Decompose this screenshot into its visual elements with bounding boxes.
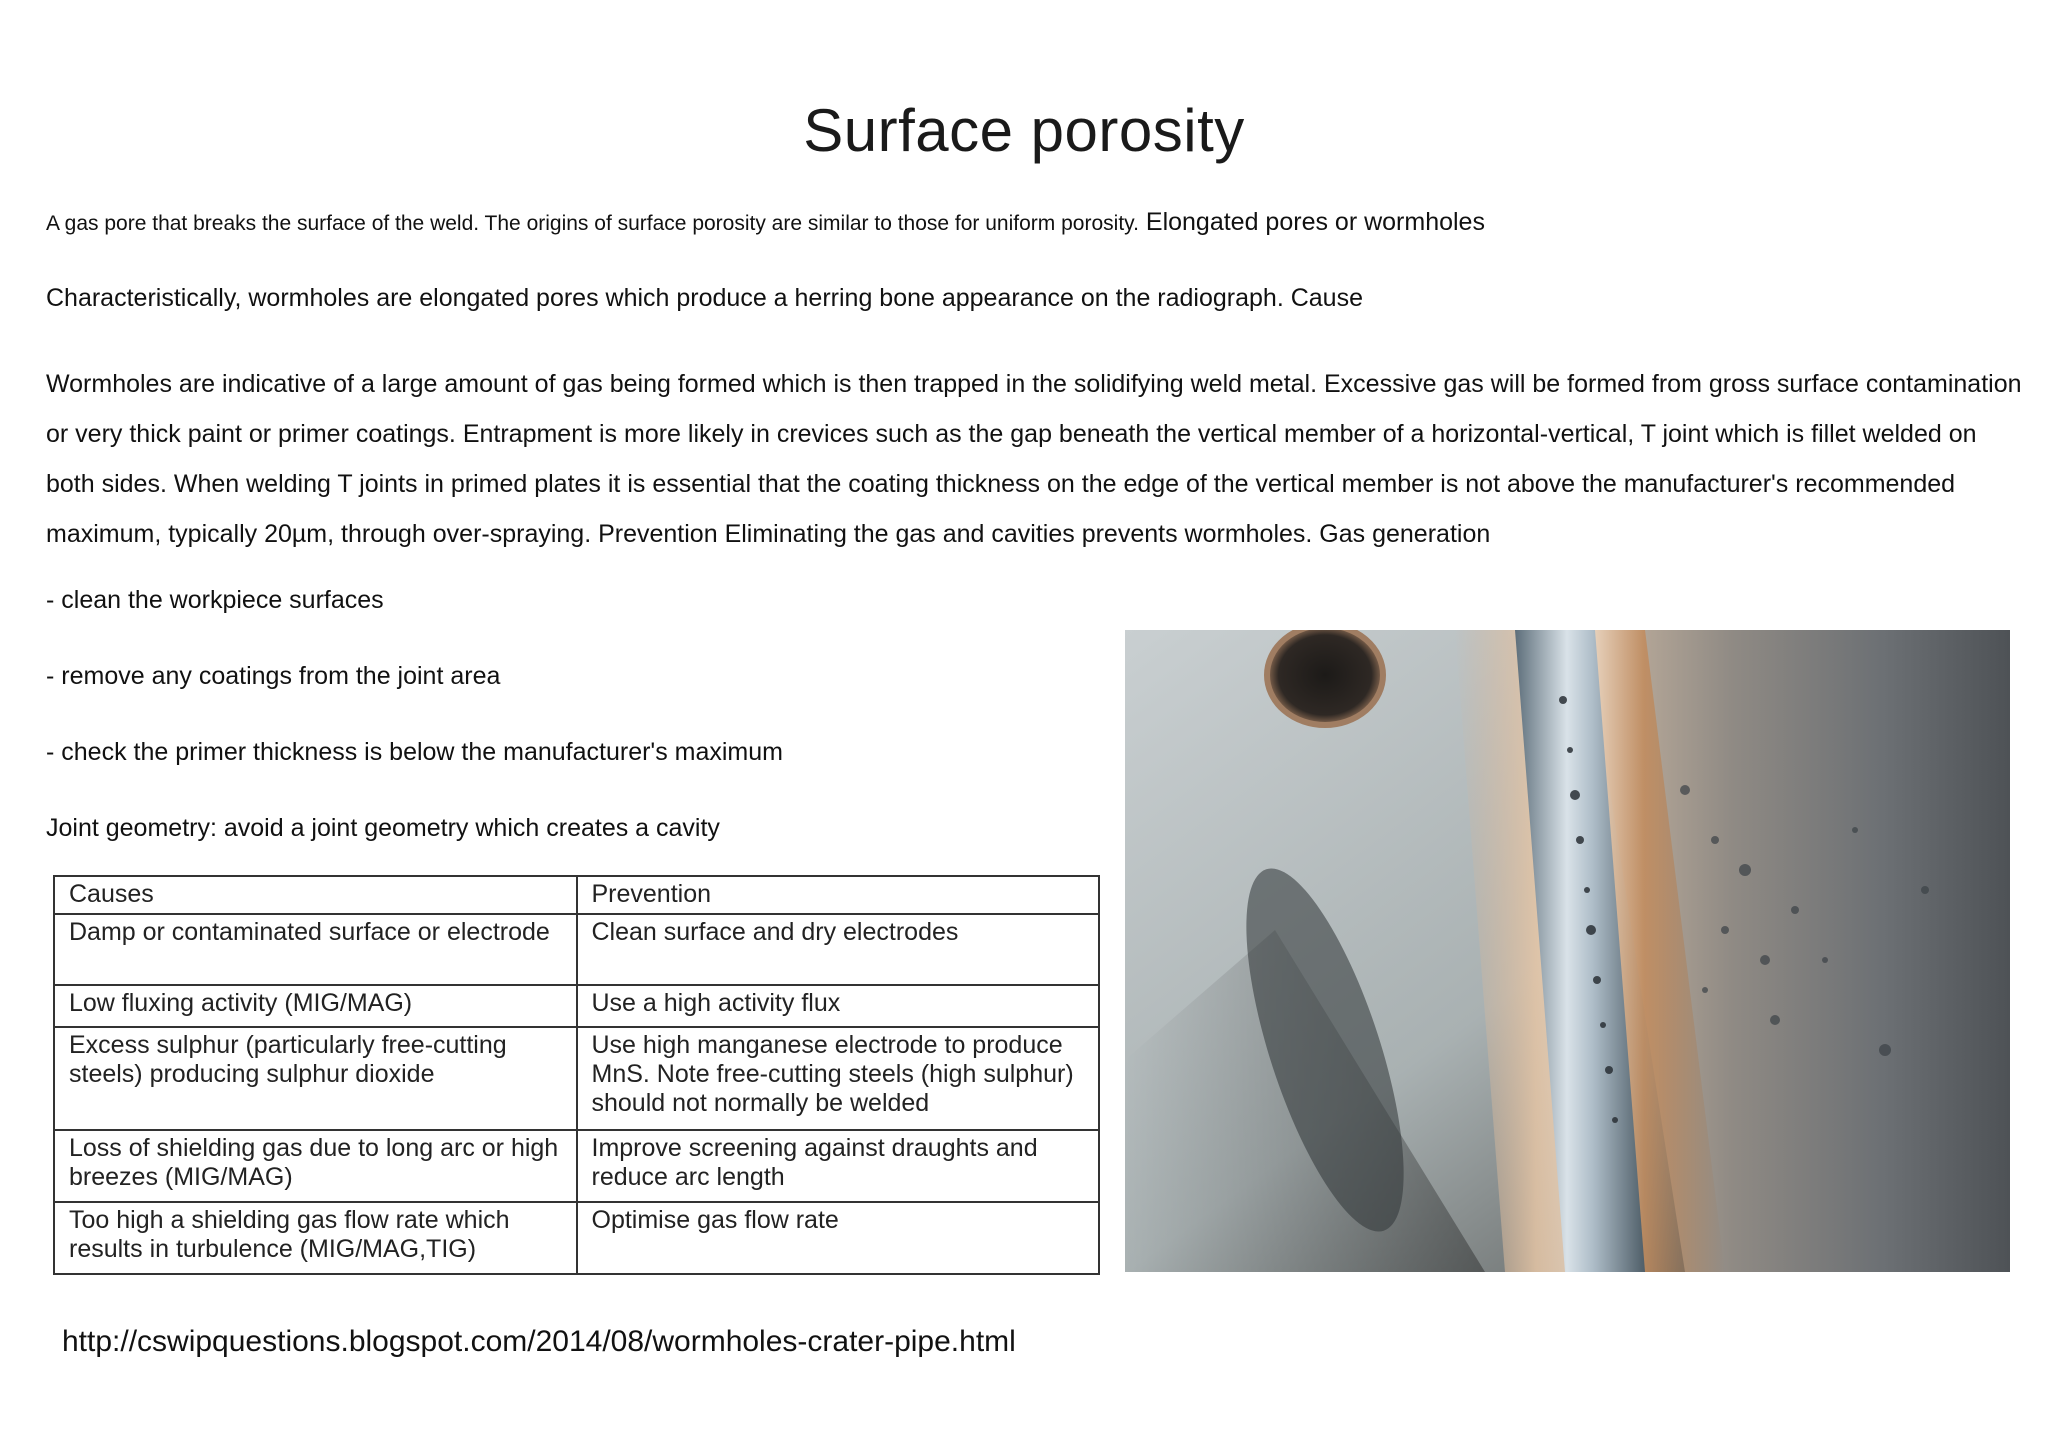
joint-geometry-note: Joint geometry: avoid a joint geometry which creates a cavity	[46, 814, 720, 842]
bullet-item: - clean the workpiece surfaces	[46, 586, 384, 614]
table-row	[54, 1202, 1099, 1274]
table-cell-cause: Loss of shielding gas due to long arc or high breezes (MIG/MAG)	[54, 1130, 577, 1202]
page-title: Surface porosity	[803, 97, 1245, 164]
table-row	[54, 1027, 1099, 1130]
weld-photo-illustration	[1125, 630, 2010, 1272]
table-row	[54, 1130, 1099, 1202]
table-header-causes: Causes	[54, 876, 577, 914]
table-cell-cause: Too high a shielding gas flow rate which results in turbulence (MIG/MAG,TIG)	[54, 1202, 577, 1274]
intro-subheading: Elongated pores or wormholes	[1145, 208, 1485, 236]
table-cell-prevention: Improve screening against draughts and reduce arc length	[577, 1130, 1100, 1202]
table-row	[54, 914, 1099, 985]
table-cell-prevention: Clean surface and dry electrodes	[577, 914, 1100, 985]
table-cell-prevention: Use a high activity flux	[577, 985, 1100, 1027]
weld-porosity-photo	[1125, 630, 2010, 1272]
intro-definition: A gas pore that breaks the surface of the weld. The origins of surface porosity are similar to those for uniform porosity.	[46, 212, 1139, 235]
wormholes-cause-paragraph: Wormholes are indicative of a large amount of gas being formed which is then trapped in the solidifying weld metal. Excessive gas will be formed from gross surface contamination or very thick paint or primer coatings. Entrapment is more likely in crevices such as the gap beneath the vertical member of a horizontal-vertical, T joint which is fillet welded on both sides. When welding T joints in primed plates it is essential that the coating thickness on the edge of the vertical member is not above the manufacturer's recommended maximum, typically 20µm, through over-spraying. Prevention Eliminating the gas and cavities prevents wormholes. Gas generation	[46, 370, 2022, 548]
bullet-item: - remove any coatings from the joint area	[46, 662, 501, 690]
table-cell-cause: Damp or contaminated surface or electrode	[54, 914, 577, 985]
wormholes-description: Characteristically, wormholes are elongated pores which produce a herring bone appearance on the radiograph. Cause	[46, 284, 1363, 312]
table-header-prevention: Prevention	[577, 876, 1100, 914]
causes-prevention-table	[53, 875, 1100, 1275]
intro-paragraph	[46, 208, 2036, 237]
source-url: http://cswipquestions.blogspot.com/2014/08/wormholes-crater-pipe.html	[62, 1325, 1016, 1358]
table-cell-prevention: Optimise gas flow rate	[577, 1202, 1100, 1274]
table-cell-cause: Low fluxing activity (MIG/MAG)	[54, 985, 577, 1027]
table-cell-prevention: Use high manganese electrode to produce MnS. Note free-cutting steels (high sulphur) should not normally be welded	[577, 1027, 1100, 1130]
bullet-item: - check the primer thickness is below the manufacturer's maximum	[46, 738, 783, 766]
table-row	[54, 985, 1099, 1027]
table-cell-cause: Excess sulphur (particularly free-cutting steels) producing sulphur dioxide	[54, 1027, 577, 1130]
table-header-row	[54, 876, 1099, 914]
